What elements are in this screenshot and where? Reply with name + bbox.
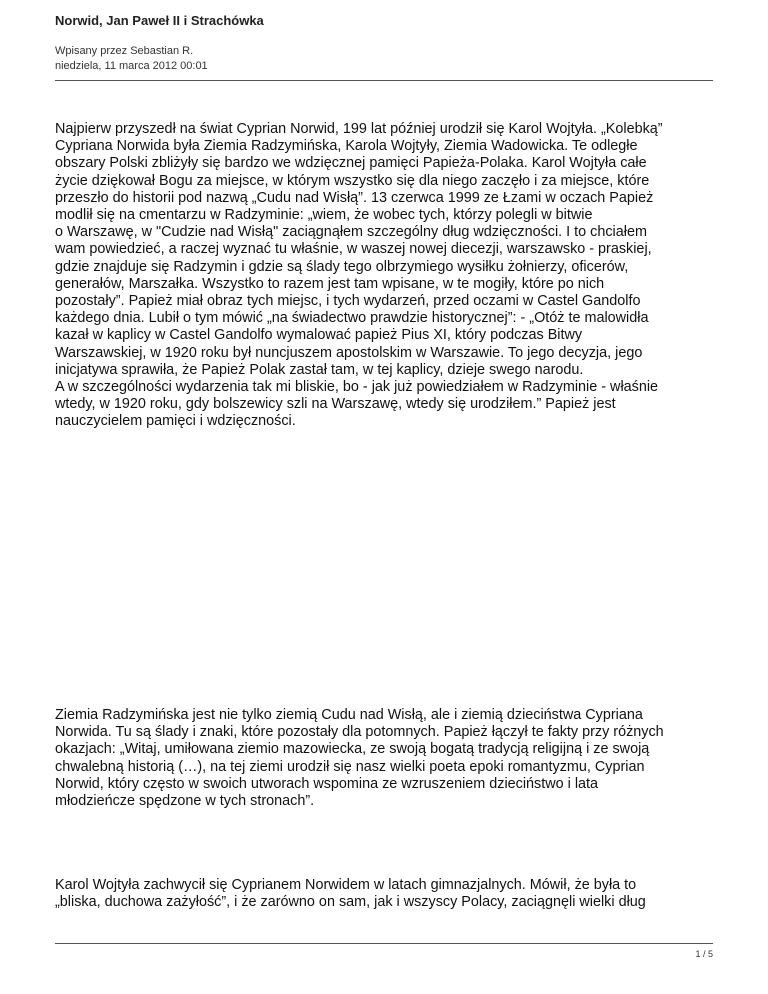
text-line: Norwid, który często w swoich utworach wspomina ze wzruszeniem dzieciństwo i lata: [55, 775, 599, 792]
paragraph-2: [55, 707, 720, 810]
article-meta: [55, 44, 208, 74]
author-line: Wpisany przez Sebastian R.: [55, 45, 194, 57]
text-line: wam powiedzieć, a raczej wyznać tu właśnie, w waszej nowej diecezji, warszawsko - praskiej,: [55, 241, 652, 258]
text-line: Najpierw przyszedł na świat Cyprian Norwid, 199 lat później urodził się Karol Wojtyła. „Kolebką”: [55, 121, 663, 137]
text-line: nauczycielem pamięci i wdzięczności.: [55, 413, 296, 430]
text-line: o Warszawę, w "Cudzie nad Wisłą" zaciągnąłem szczególny dług wdzięczności. I to chciałem: [55, 224, 647, 241]
footer-divider: [55, 943, 713, 944]
text-line: Ziemia Radzymińska jest nie tylko ziemią Cudu nad Wisłą, ale i ziemią dzieciństwa Cypriana: [55, 707, 643, 723]
text-line: Norwida. Tu są ślady i znaki, które pozostały dla potomnych. Papież łączył te fakty przy różnych: [55, 724, 664, 741]
text-line: chwalebną historią (…), na tej ziemi urodził się nasz wielki poeta epoki romantyzmu, Cyprian: [55, 758, 645, 775]
text-line: generałów, Marszałka. Wszystko to razem jest tam wpisane, w te mogiły, które po nich: [55, 275, 605, 292]
text-line: gdzie znajduje się Radzymin i gdzie są ślady tego olbrzymiego wysiłku żołnierzy, oficerów,: [55, 258, 629, 275]
text-line: modlił się na cmentarzu w Radzyminie: „wiem, że wobec tych, którzy polegli w bitwie: [55, 207, 593, 224]
text-line: młodzieńcze spędzone w tych stronach”.: [55, 793, 315, 810]
text-line: kazał w kaplicy w Castel Gandolfo wymalować papież Pius XI, który podczas Bitwy: [55, 327, 583, 344]
text-line: każdego dnia. Lubił o tym mówić „na świadectwo prawdzie historycznej”: - „Otóż te malowidła: [55, 310, 649, 327]
text-line: okazjach: „Witaj, umiłowana ziemio mazowiecka, ze swoją bogatą tradycją religijną i ze swoją: [55, 741, 650, 758]
text-line: wtedy, w 1920 roku, gdy bolszewicy szli na Warszawę, wtedy się urodziłem.” Papież jest: [55, 396, 616, 413]
text-line: Warszawskiej, w 1920 roku był nuncjuszem apostolskim w Warszawie. To jego decyzja, jego: [55, 344, 643, 361]
page-title: Norwid, Jan Paweł II i Strachówka: [55, 13, 264, 28]
paragraph-1: [55, 121, 720, 431]
text-line: „bliska, duchowa zażyłość”, i że zarówno on sam, jak i wszyscy Polacy, zaciągnęli wielki dług: [55, 894, 646, 911]
text-line: pozostały”. Papież miał obraz tych miejsc, i tych wydarzeń, przed oczami w Castel Gandolfo: [55, 293, 641, 310]
page-number: 1 / 5: [695, 949, 713, 959]
text-line: Karol Wojtyła zachwycił się Cyprianem Norwidem w latach gimnazjalnych. Mówił, że była to: [55, 877, 637, 893]
header-divider: [55, 80, 713, 81]
date-line: niedziela, 11 marca 2012 00:01: [55, 60, 208, 72]
text-line: życie dziękował Bogu za miejsce, w którym wszystko się dla niego zaczęło i za miejsce, które: [55, 172, 650, 189]
text-line: obszary Polski zbliżyły się bardzo we wdzięcznej pamięci Papieża-Polaka. Karol Wojtyła całe: [55, 155, 647, 172]
text-line: A w szczególności wydarzenia tak mi bliskie, bo - jak już powiedziałem w Radzyminie - właśnie: [55, 379, 659, 396]
text-line: Cypriana Norwida była Ziemia Radzymińska, Karola Wojtyły, Ziemia Wadowicka. Te odległe: [55, 138, 638, 155]
text-line: przeszło do historii pod nazwą „Cudu nad Wisłą”. 13 czerwca 1999 ze Łzami w oczach Papież: [55, 189, 654, 206]
paragraph-3: [55, 877, 720, 911]
text-line: inicjatywa sprawiła, że Papież Polak zastał tam, w tej kaplicy, dzieje swego narodu.: [55, 361, 584, 378]
